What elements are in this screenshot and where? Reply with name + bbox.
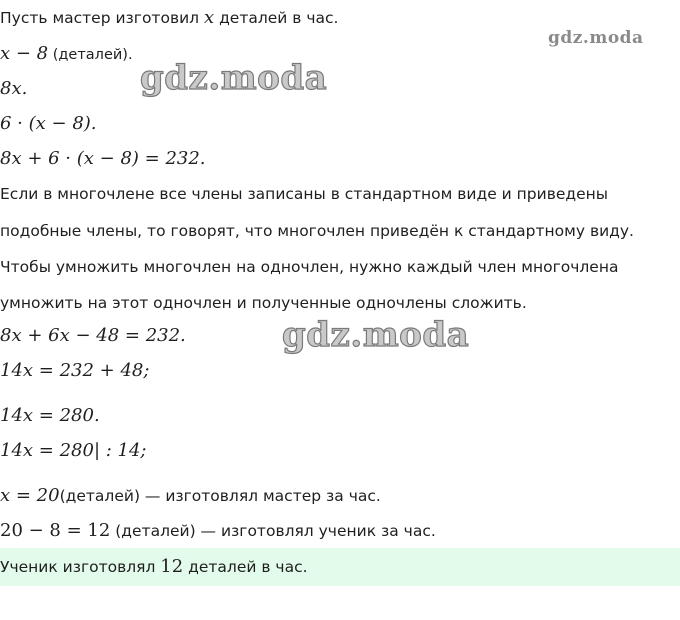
simplified-equation: 14x = 280. — [0, 405, 100, 426]
given-variable: x — [203, 7, 215, 28]
line-apprentice-result — [0, 520, 436, 542]
division-equation: 14x = 280| : 14; — [0, 440, 147, 461]
line-master-result — [0, 485, 381, 507]
rule-standard-form-line-2: подобные члены, то говорят, что многочлен приведён к стандартному виду. — [0, 222, 634, 240]
line-given — [0, 7, 338, 29]
given-text-rest: деталей в час. — [214, 9, 339, 27]
line-master-total — [0, 78, 27, 100]
apprentice-total-expression: 6 · (x − 8). — [0, 113, 97, 134]
line-apprentice — [0, 43, 133, 66]
watermark-middle: gdz.moda — [282, 315, 470, 355]
line-apprentice-total — [0, 113, 97, 135]
answer-text-end: деталей в час. — [183, 558, 308, 576]
apprentice-result-math: 20 − 8 = 12 — [0, 520, 111, 541]
apprentice-unit: (деталей). — [48, 47, 133, 63]
rule-multiply-line-1: Чтобы умножить многочлен на одночлен, нужно каждый член многочлена — [0, 258, 619, 276]
rule-multiply-line-2: умножить на этот одночлен и полученные одночлены сложить. — [0, 294, 527, 312]
line-division — [0, 440, 146, 462]
combined-equation: 14x = 232 + 48; — [0, 360, 150, 381]
master-result-math: x = 20 — [0, 485, 60, 506]
given-text: Пусть мастер изготовил — [0, 9, 204, 27]
rule-standard-form-line-1: Если в многочлене все члены записаны в стандартном виде и приведены — [0, 185, 609, 203]
apprentice-result-text: (деталей) — изготовлял ученик за час. — [110, 522, 436, 540]
answer-number: 12 — [160, 556, 184, 577]
answer-line — [0, 556, 308, 578]
watermark-corner: gdz.moda — [548, 28, 644, 48]
line-simplified — [0, 405, 100, 427]
master-total-expression: 8x. — [0, 78, 28, 99]
answer-box — [0, 548, 680, 586]
equation: 8x + 6 · (x − 8) = 232. — [0, 148, 206, 169]
expanded-equation: 8x + 6x − 48 = 232. — [0, 325, 186, 346]
answer-text-start: Ученик изготовлял — [0, 558, 161, 576]
line-combined — [0, 360, 149, 382]
master-result-text: (деталей) — изготовлял мастер за час. — [59, 487, 381, 505]
watermark-top: gdz.moda — [140, 58, 328, 98]
line-expanded — [0, 325, 186, 347]
apprentice-expression: x − 8 — [0, 43, 49, 64]
line-equation — [0, 148, 206, 170]
